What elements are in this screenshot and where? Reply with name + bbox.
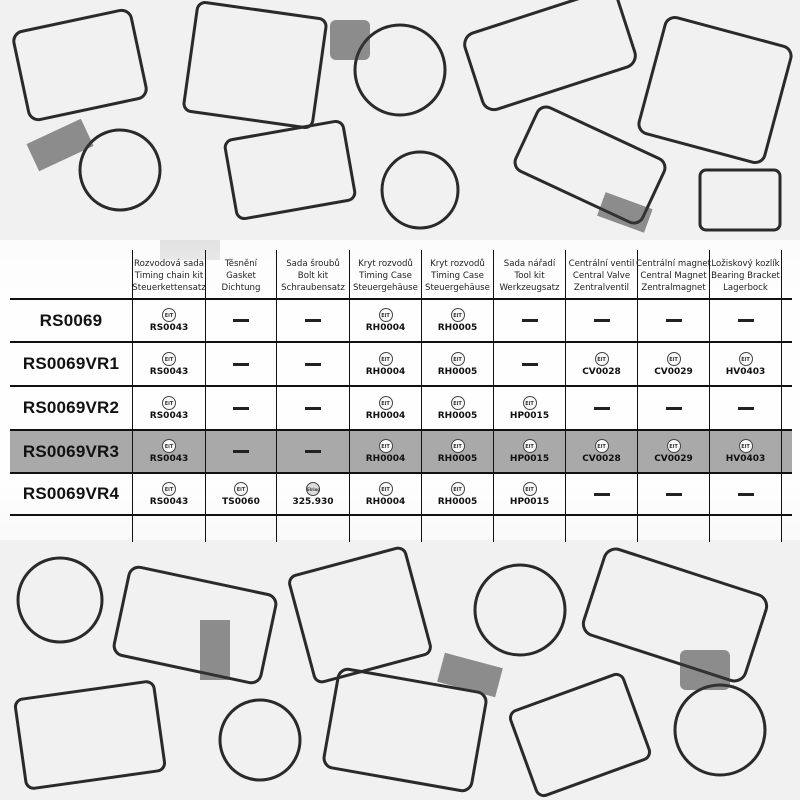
table-cell [206, 300, 276, 341]
part-code: RS0043 [149, 496, 189, 507]
not-applicable-dash [305, 319, 321, 322]
table-cell [422, 431, 493, 472]
table-cell [710, 431, 781, 472]
part-code: HV0403 [725, 366, 766, 377]
column-header-line: Timing Case [431, 271, 484, 281]
not-applicable-dash [233, 407, 249, 410]
part-code: RH0004 [365, 496, 406, 507]
table-cell [350, 387, 421, 429]
part-code: CV0028 [582, 366, 621, 377]
eit-logo-icon: EiT [667, 439, 681, 453]
not-applicable-dash [594, 407, 610, 410]
not-applicable-dash [738, 319, 754, 322]
eit-logo-icon: EiT [379, 482, 393, 496]
row-label: RS0069VR3 [22, 442, 120, 461]
table-cell [638, 474, 709, 514]
eit-logo-icon: EiT [739, 352, 753, 366]
table-cell [638, 343, 709, 385]
row-label: RS0069VR2 [22, 398, 120, 417]
table-cell [566, 300, 637, 341]
table-cell [566, 387, 637, 429]
table-cell [638, 387, 709, 429]
column-header [566, 258, 637, 306]
table-cell [566, 431, 637, 472]
part-code: HP0015 [509, 410, 550, 421]
column-header-line: Dichtung [221, 283, 261, 293]
part-code: RH0004 [365, 323, 406, 333]
not-applicable-dash [666, 407, 682, 410]
table-cell [422, 300, 493, 341]
table-cell [277, 300, 349, 341]
eit-logo-icon: EiT [379, 439, 393, 453]
table-cell [206, 431, 276, 472]
column-header-line: Kryt rozvodů [430, 259, 485, 269]
eit-logo-icon: EiT [667, 352, 681, 366]
eit-logo-icon: EiT [162, 352, 176, 366]
not-applicable-dash [666, 493, 682, 496]
table-divider [10, 514, 792, 516]
not-applicable-dash [305, 363, 321, 366]
part-code: RH0004 [365, 410, 406, 421]
table-cell [277, 343, 349, 385]
table-cell [566, 343, 637, 385]
column-header-line: Steuergehäuse [425, 283, 490, 293]
eit-logo-icon: EiT [379, 308, 393, 322]
table-cell [350, 300, 421, 341]
table-cell [277, 474, 349, 514]
row-label: RS0069 [39, 311, 103, 330]
column-header-line: Schraubensatz [281, 283, 345, 293]
table-cell [494, 343, 565, 385]
eit-logo-icon: EiT [739, 439, 753, 453]
part-code: RS0043 [149, 454, 189, 464]
column-header-line: Werkzeugsatz [499, 283, 560, 293]
column-header-line: Centrální ventil [568, 259, 635, 269]
eit-logo-icon: EiT [162, 396, 176, 410]
column-header-line: Timing chain kit [134, 271, 204, 281]
part-code: RH0005 [437, 410, 478, 421]
not-applicable-dash [233, 319, 249, 322]
part-code: RH0004 [365, 366, 406, 377]
eit-logo-icon: EiT [451, 396, 465, 410]
not-applicable-dash [738, 407, 754, 410]
eit-logo-icon: EiT [234, 482, 248, 496]
eit-logo-icon: EiT [523, 439, 537, 453]
column-header-line: Gasket [226, 271, 256, 281]
table-cell [133, 431, 205, 472]
column-header-line: Steuerkettensatz [132, 283, 206, 293]
part-code: HV0403 [725, 454, 766, 464]
column-header-line: Tool kit [514, 271, 545, 281]
column-divider [781, 250, 782, 542]
column-header-line: Kryt rozvodů [358, 259, 413, 269]
eit-logo-icon: EiT [451, 308, 465, 322]
part-code: RS0043 [149, 366, 189, 377]
table-cell [422, 343, 493, 385]
column-header [710, 258, 781, 306]
table-cell [422, 387, 493, 429]
row-label: RS0069VR4 [22, 484, 120, 503]
column-header-line: Lagerbock [723, 283, 768, 293]
part-code: HP0015 [509, 454, 550, 464]
elring-logo-icon: Elring [306, 482, 320, 496]
table-cell [494, 431, 565, 472]
column-header-line: Sada šroubů [286, 259, 340, 269]
part-code: CV0028 [582, 454, 621, 464]
table-cell [133, 343, 205, 385]
eit-logo-icon: EiT [451, 439, 465, 453]
table-cell [566, 474, 637, 514]
eit-logo-icon: EiT [162, 439, 176, 453]
table-cell [350, 343, 421, 385]
table-cell [494, 300, 565, 341]
eit-logo-icon: EiT [595, 439, 609, 453]
table-cell [133, 387, 205, 429]
table-cell [710, 300, 781, 341]
eit-logo-icon: EiT [162, 482, 176, 496]
table-cell [206, 387, 276, 429]
not-applicable-dash [738, 493, 754, 496]
part-code: RS0043 [149, 410, 189, 421]
part-code: HP0015 [509, 496, 550, 507]
column-header [635, 258, 712, 306]
eit-logo-icon: EiT [595, 352, 609, 366]
part-code: RH0005 [437, 323, 478, 333]
eit-logo-icon: EiT [162, 308, 176, 322]
not-applicable-dash [305, 450, 321, 453]
table-cell [133, 474, 205, 514]
eit-logo-icon: EiT [523, 396, 537, 410]
table-cell [710, 387, 781, 429]
parts-table [10, 250, 792, 542]
table-cell [638, 300, 709, 341]
not-applicable-dash [594, 493, 610, 496]
column-header-line: Timing Case [359, 271, 412, 281]
table-cell [494, 387, 565, 429]
table-cell [494, 474, 565, 514]
column-header [422, 258, 493, 306]
column-header [277, 258, 349, 306]
part-code: CV0029 [654, 454, 693, 464]
table-cell [206, 343, 276, 385]
column-header-line: Central Valve [572, 271, 631, 281]
row-label: RS0069VR1 [22, 354, 120, 373]
table-cell [638, 431, 709, 472]
column-header [133, 258, 205, 306]
part-code: TS0060 [222, 496, 260, 507]
not-applicable-dash [522, 363, 538, 366]
eit-logo-icon: EiT [451, 352, 465, 366]
table-cell [710, 343, 781, 385]
not-applicable-dash [522, 319, 538, 322]
part-code: RH0005 [437, 366, 478, 377]
eit-logo-icon: EiT [451, 482, 465, 496]
table-cell [350, 474, 421, 514]
not-applicable-dash [305, 407, 321, 410]
column-header-line: Zentralmagnet [641, 283, 706, 293]
column-header-line: Centrální magnet [635, 259, 712, 269]
part-code: 325.930 [292, 496, 334, 507]
table-cell [206, 474, 276, 514]
part-code: RH0005 [437, 454, 478, 464]
column-header-line: Těsnění [224, 259, 258, 269]
table-cell [277, 387, 349, 429]
eit-logo-icon: EiT [523, 482, 537, 496]
column-header-line: Central Magnet [640, 271, 707, 281]
column-header-line: Ložiskový kozlík [711, 259, 780, 269]
part-code: RS0043 [149, 323, 189, 333]
part-code: CV0029 [654, 366, 693, 377]
eit-logo-icon: EiT [379, 396, 393, 410]
eit-logo-icon: EiT [379, 352, 393, 366]
column-header [206, 258, 276, 306]
column-header-line: Rozvodová sada [134, 259, 204, 269]
column-header-line: Zentralventil [573, 283, 630, 293]
table-cell [277, 431, 349, 472]
not-applicable-dash [594, 319, 610, 322]
table-cell [350, 431, 421, 472]
column-header-line: Steuergehäuse [353, 283, 418, 293]
column-header-line: Sada nářadí [503, 259, 556, 269]
column-header-line: Bearing Bracket [711, 271, 780, 281]
column-header-line: Bolt kit [297, 271, 329, 281]
not-applicable-dash [233, 450, 249, 453]
not-applicable-dash [666, 319, 682, 322]
table-cell [422, 474, 493, 514]
part-code: RH0004 [365, 454, 406, 464]
column-header [350, 258, 421, 306]
column-header [494, 258, 565, 306]
table-cell [133, 300, 205, 341]
table-cell [710, 474, 781, 514]
not-applicable-dash [233, 363, 249, 366]
part-code: RH0005 [437, 496, 478, 507]
